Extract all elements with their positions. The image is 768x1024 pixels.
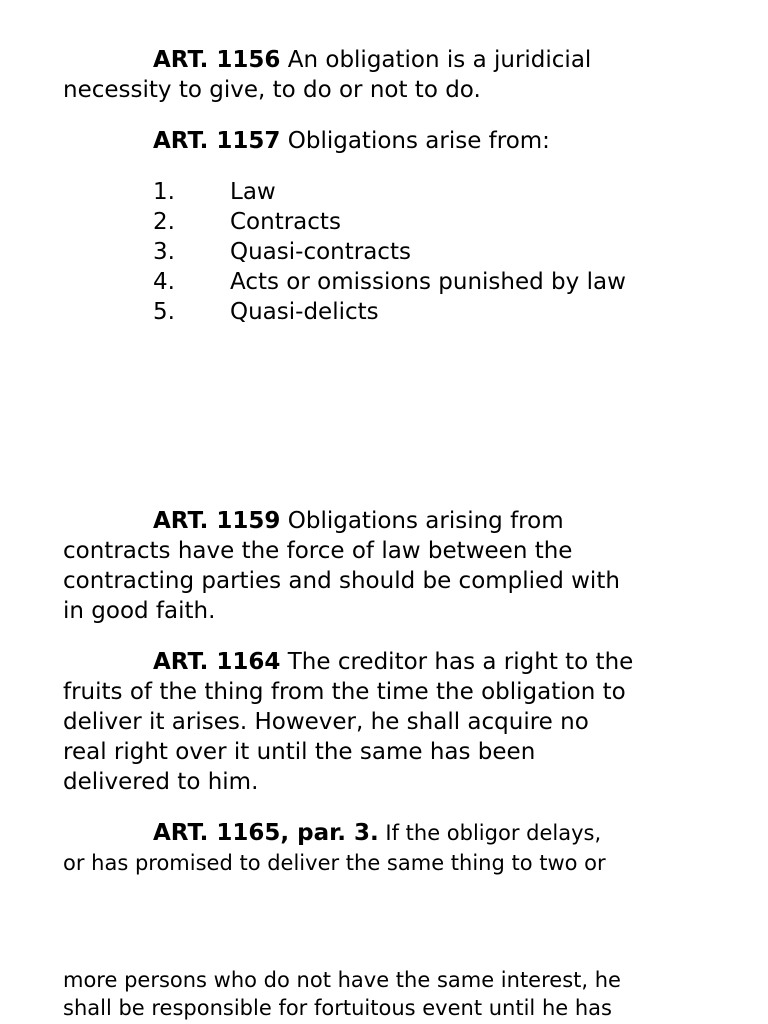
article-1165-continuation: more persons who do not have the same interest, he shall be responsible for fortuitous event until he has: [63, 968, 621, 1020]
article-1157: [63, 126, 713, 156]
list-item: 5. Quasi-delicts: [153, 299, 379, 325]
article-1165-label: ART. 1165, par. 3.: [153, 820, 379, 846]
article-1164-text: The creditor has a right to the fruits of the thing from the time the obligation to deliver it arises. However, he shall acquire no real right over it until the same has been delivered to him.: [63, 649, 634, 795]
article-1164: [63, 647, 713, 797]
list-item: 4. Acts or omissions punished by law: [153, 269, 626, 295]
article-1156: [63, 45, 713, 105]
list-item: 3. Quasi-contracts: [153, 239, 411, 265]
article-1156-text: An obligation is a juridicial necessity to give, to do or not to do.: [63, 47, 592, 103]
article-1159-text: Obligations arising from contracts have the force of law between the contracting parties and should be complied with in good faith.: [63, 508, 620, 624]
article-1157-text: Obligations arise from:: [280, 128, 550, 154]
article-1156-label: ART. 1156: [153, 47, 281, 73]
article-1159: [63, 506, 713, 626]
article-1165-text: If the obligor delays, or has promised to deliver the same thing to two or: [63, 821, 606, 875]
article-1159-label: ART. 1159: [153, 508, 281, 534]
obligation-sources-list: [153, 177, 626, 327]
list-item: 1. Law: [153, 179, 276, 205]
article-1164-label: ART. 1164: [153, 649, 281, 675]
article-1165: [63, 818, 713, 878]
article-1157-label: ART. 1157: [153, 128, 281, 154]
list-item: 2. Contracts: [153, 209, 341, 235]
